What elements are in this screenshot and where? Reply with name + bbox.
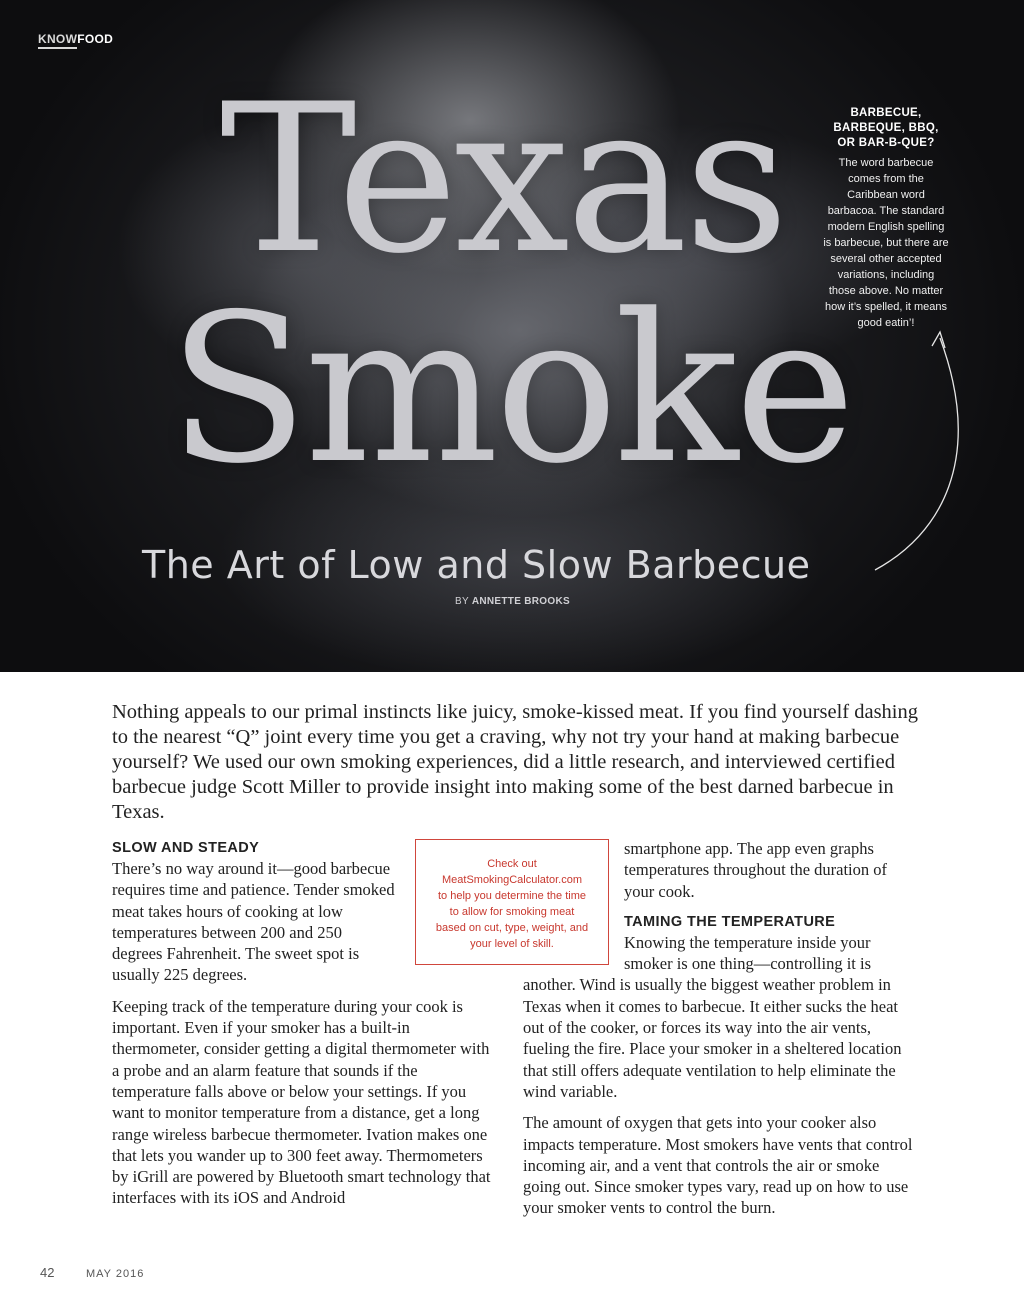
note-body-line: barbacoa. The standard	[827, 205, 945, 217]
note-body-line: Caribbean word	[847, 189, 925, 201]
note-body-line: comes from the	[848, 173, 924, 185]
note-body-line: The word barbecue	[838, 157, 934, 169]
byline-prefix: BY	[455, 596, 469, 607]
title-line-2: Smoke	[168, 271, 852, 509]
callout-line: based on cut, type, weight, and	[435, 922, 589, 934]
note-heading-line: BARBECUE,	[850, 107, 922, 119]
note-body-line: modern English spelling	[827, 221, 945, 233]
section-heading-slow-and-steady: SLOW AND STEADY	[112, 840, 260, 856]
note-body-line: how it’s spelled, it means	[824, 301, 948, 313]
note-body-line: good eatin’!	[857, 317, 915, 329]
callout-line: your level of skill.	[470, 938, 554, 950]
article-subtitle: The Art of Low and Slow Barbecue	[142, 543, 811, 587]
section-2-paragraph-1-end: another. Wind is usually the biggest weather problem in Texas when it comes to barbecue. It either sucks the heat out of the cooker, or forces its way into the air vents, fueling the fire. Place your smoker in a sheltered location that still offers adequate ventilation to help eliminate the wind variable.	[523, 975, 902, 1101]
section-1-paragraph-2: Keeping track of the temperature during your cook is important. Even if your smoker has a built-in thermometer, consider getting a digital thermometer with a probe and an alarm feature that sounds if the temperature falls above or below your settings. If you want to monitor temperature from a distance, get a long range wireless barbecue thermometer. Ivation makes one that lets you wander up to 300 feet away. Thermometers by iGrill are powered by Bluetooth smart technology that interfaces with its iOS and Android	[112, 996, 491, 1208]
note-body-line: several other accepted	[830, 253, 942, 265]
callout-link[interactable]: MeatSmokingCalculator.com	[441, 874, 582, 886]
callout-line: Check out	[487, 858, 537, 870]
issue-date: MAY 2016	[86, 1268, 145, 1280]
kicker-know: KNOW	[38, 32, 77, 49]
section-1-paragraph-1: There’s no way around it—good barbecue requires time and patience. Tender smoked meat takes hours of cooking at low temperatures between 200 and 250 degrees Fahrenheit. The sweet spot is usually 225 degrees.	[112, 859, 395, 985]
page-number: 42	[40, 1265, 55, 1280]
note-body-line: is barbecue, but there are	[823, 237, 949, 249]
note-body-line: those above. No matter	[828, 285, 944, 297]
kicker-food: FOOD	[77, 32, 114, 46]
title-line-1: Texas	[220, 61, 786, 299]
curved-arrow-icon	[870, 320, 980, 580]
sidebar-note-heading	[812, 106, 960, 151]
article-lede: Nothing appeals to our primal instincts like juicy, smoke-kissed meat. If you find yourself dashing to the nearest “Q” joint every time you get a craving, why not try your hand at making barbecue yourself? We used our own smoking experiences, did a little research, and interviewed certified barbecue judge Scott Miller to provide insight into making some of the best darned barbecue in Texas.	[112, 701, 918, 823]
section-kicker	[38, 32, 113, 46]
callout-line: to help you determine the time	[438, 890, 586, 902]
sidebar-note-body	[812, 155, 960, 331]
section-heading-taming-the-temperature: TAMING THE TEMPERATURE	[624, 913, 836, 930]
byline-author: ANNETTE BROOKS	[471, 596, 570, 607]
section-2-paragraph-1-start: Knowing the temperature inside your smoker is one thing—controlling it is	[624, 932, 872, 974]
note-heading-line: BARBEQUE, BBQ,	[833, 122, 939, 134]
section-1-continued: smartphone app. The app even graphs temperatures throughout the duration of your cook.	[624, 839, 888, 901]
note-heading-line: OR BAR-B-QUE?	[837, 137, 935, 149]
sidebar-note	[812, 106, 960, 331]
section-2-paragraph-2: The amount of oxygen that gets into your cooker also impacts temperature. Most smokers have vents that control incoming air, and a vent that controls the air or smoke going out. Since smoker types vary, read up on how to use your smoker vents to control the burn.	[523, 1113, 913, 1218]
byline	[455, 596, 570, 607]
note-body-line: variations, including	[837, 269, 935, 281]
column-right-indented	[523, 838, 915, 974]
callout-line: to allow for smoking meat	[449, 906, 575, 918]
column-right	[523, 838, 915, 1229]
